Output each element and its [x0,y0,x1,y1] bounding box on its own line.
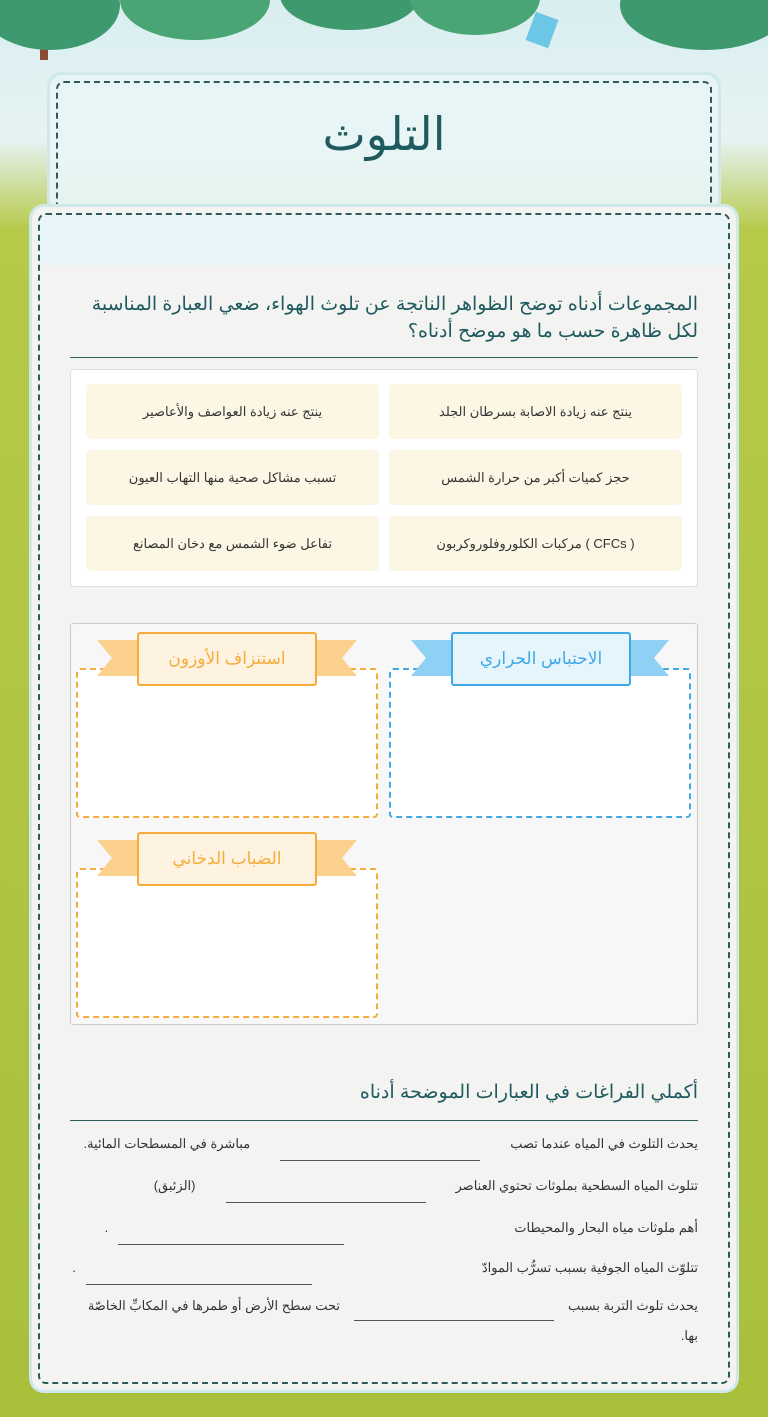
worksheet-card [32,207,736,1390]
blank-input-4[interactable] [86,1263,312,1285]
page-title: التلوث [322,107,446,161]
sentence-text: يحدث التلوث في المياه عندما تصب [510,1136,698,1151]
sentence-4 [70,1251,698,1285]
header-card [50,75,718,225]
sentence-text: يحدث تلوث التربة بسبب [568,1298,698,1313]
sentence-text: (الزئبق) [153,1178,196,1193]
answer-chip[interactable]: ينتج عنه زيادة العواصف والأعاصير [86,384,379,439]
drop-zone-ozone[interactable] [76,668,378,818]
sentence-2 [70,1169,698,1203]
sentence-5 [70,1291,698,1351]
question-1: المجموعات أدناه توضح الظواهر الناتجة عن تلوث الهواء، ضعي العبارة المناسبة لكل ظاهرة حسب ما هو موضح أدناه؟ [91,294,698,342]
drop-zone-greenhouse[interactable] [389,668,691,818]
sentence-text: أهم ملوثات مياه البحار والمحيطات [514,1220,698,1235]
answer-chip[interactable]: ينتج عنه زيادة الاصابة بسرطان الجلد [389,384,682,439]
answer-chip[interactable]: تسبب مشاكل صحية منها التهاب العيون [86,450,379,505]
answer-chip[interactable]: تفاعل ضوء الشمس مع دخان المصانع [86,516,379,571]
blank-input-5[interactable] [354,1299,554,1321]
blank-input-1[interactable] [280,1139,480,1161]
blank-input-2[interactable] [226,1181,426,1203]
sentence-text: تتلوث المياه السطحية بملوثات تحتوي العناصر [455,1178,698,1193]
group-label-ozone: استنزاف الأوزون [137,632,317,686]
sentence-text: تتلوّث المياه الجوفية بسبب تسرُّب الموادّ [481,1260,698,1275]
answer-chip[interactable]: حجز كميات أكبر من حرارة الشمس [389,450,682,505]
drop-zone-smog[interactable] [76,868,378,1018]
groups-area [70,623,698,1025]
sentence-3 [70,1211,698,1245]
kite-icon [526,12,559,48]
answer-bank [70,369,698,587]
blank-input-3[interactable] [118,1223,344,1245]
group-label-greenhouse: الاحتباس الحراري [451,632,631,686]
sentence-1 [70,1127,698,1161]
question-2: أكملي الفراغات في العبارات الموضحة أدناه [359,1082,698,1103]
group-label-smog: الضباب الدخاني [137,832,317,886]
sentence-text: تحت سطح الأرض أو طمرها في المكابِّ الخاصّة بها. [87,1298,698,1343]
sentence-text: مباشرة في المسطحات المائية. [83,1136,251,1151]
sentence-text: . [72,1260,76,1275]
answer-chip[interactable]: ( CFCs ) مركبات الكلوروفلوروكربون [389,516,682,571]
sentence-text: . [104,1220,109,1235]
